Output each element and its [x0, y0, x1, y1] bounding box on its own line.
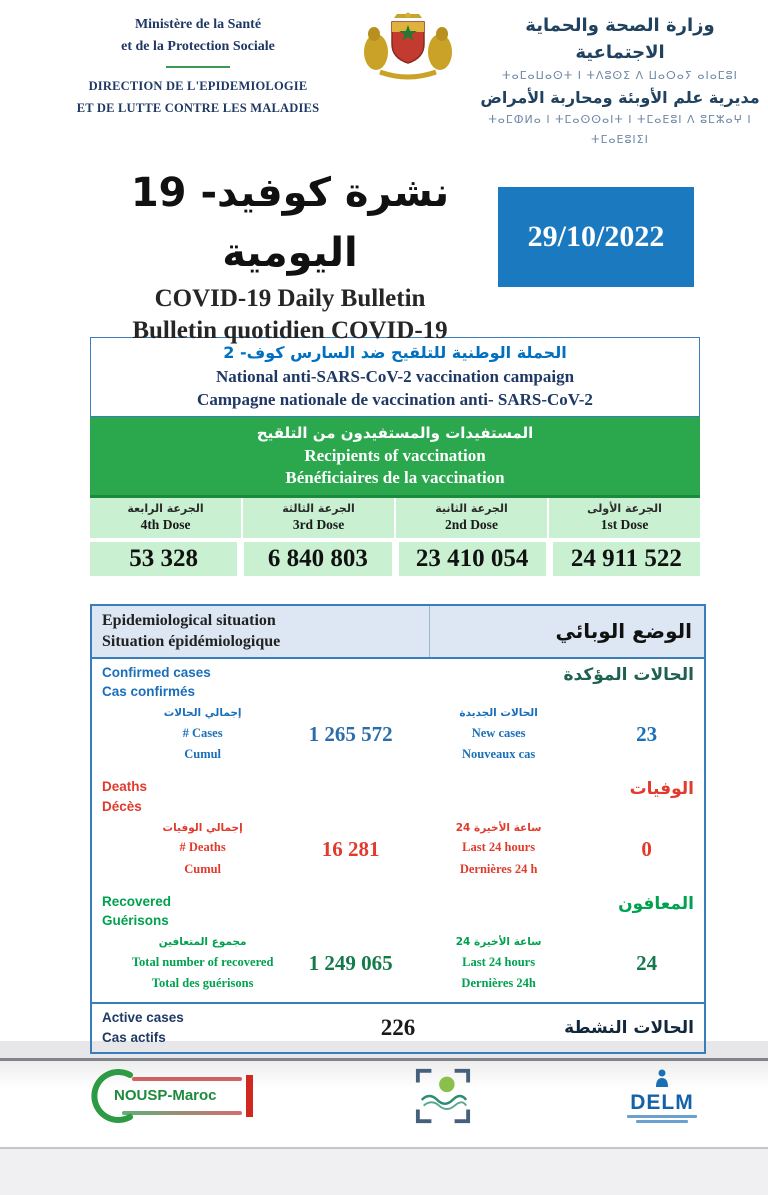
- deaths-title-row: [102, 777, 694, 816]
- dose-value-4th: 53 328: [90, 542, 237, 576]
- deaths-stats-row: [102, 819, 694, 880]
- nousp-small-text-bar: [132, 1077, 242, 1081]
- deaths-cumulative-stat: [102, 819, 398, 880]
- label-fr: Dernières 24 h: [459, 861, 538, 876]
- deaths-cumulative-value: 16 281: [321, 836, 380, 861]
- confirmed-cumulative-stat: [102, 704, 398, 765]
- confirmed-title-ar: الحالات المؤكدة: [563, 664, 694, 685]
- dose-label-ar: الجرعة الأولى: [587, 501, 662, 515]
- label-fr: Total des guérisons: [151, 976, 254, 991]
- document-header: [0, 0, 768, 149]
- active-cases-title: [102, 1008, 303, 1047]
- label-en: New cases: [471, 725, 526, 740]
- bulletin-title: [88, 163, 492, 346]
- label-en: # Cases: [182, 725, 223, 740]
- epidemiology-table: [90, 604, 706, 1054]
- ministry-name-fr-line2: et de la Protection Sociale: [121, 39, 275, 55]
- epi-header-fr: Situation épidémiologique: [102, 633, 281, 651]
- epidemiology-header-en-fr: [92, 606, 429, 657]
- delm-small-text-bar: [636, 1120, 688, 1123]
- dose-label-en: 2nd Dose: [445, 517, 498, 533]
- label-ar: الحالات الجديدة: [459, 707, 538, 719]
- label-fr: Dernières 24h: [461, 976, 536, 991]
- dose-header-4th: [90, 498, 241, 538]
- dose-header-row: [90, 495, 700, 538]
- label-en: Last 24 hours: [462, 840, 536, 855]
- bulletin-date: 29/10/2022: [527, 220, 665, 254]
- recovered-title-row: [102, 892, 694, 931]
- vaccination-section: [90, 337, 700, 575]
- bulletin-title-en: COVID-19 Daily Bulletin: [154, 285, 426, 313]
- label-ar: 24 ساعة الأخيرة: [455, 821, 542, 834]
- delm-label: DELM: [630, 1090, 694, 1114]
- recovered-last24-labels: [398, 933, 599, 994]
- deaths-cumulative-labels: [102, 819, 303, 880]
- recovered-last24-stat: [398, 933, 694, 994]
- recovered-title-ar: المعافون: [618, 893, 694, 914]
- active-cases-title-ar: الحالات النشطة: [564, 1017, 694, 1038]
- direction-name-line2: ET DE LUTTE CONTRE LES MALADIES: [76, 100, 320, 115]
- label-ar: إجمالي الحالات: [163, 707, 242, 719]
- confirmed-title-fr: Cas confirmés: [102, 684, 196, 700]
- bulletin-title-fr: Bulletin quotidien COVID-19: [132, 316, 448, 344]
- active-title-en: Active cases: [102, 1010, 184, 1026]
- dose-value-1st: 24 911 522: [553, 542, 700, 576]
- confirmed-cumulative-labels: [102, 704, 303, 765]
- ministry-logo: [403, 1067, 483, 1125]
- ministry-header-fr: [58, 10, 338, 149]
- recovered-stats-row: [102, 933, 694, 994]
- deaths-last24-labels: [398, 819, 599, 880]
- ministry-name-tifinagh: ⵜⴰⵎⴰⵡⴰⵙⵜ ⵏ ⵜⴷⵓⵙⵉ ⴷ ⵡⴰⵔⴰⵢ ⴰⵏⴰⵎⵓⵏ: [502, 69, 738, 82]
- label-en: Total number of recovered: [131, 954, 274, 969]
- confirmed-title-row: [102, 663, 694, 702]
- ministry-header-ar: [478, 10, 768, 149]
- recovered-section: [92, 888, 704, 1003]
- label-en: Last 24 hours: [462, 954, 536, 969]
- direction-name-ar: مديرية علم الأوبئة ومحاربة الأمراض: [480, 87, 760, 107]
- delm-logo: [620, 1069, 704, 1123]
- label-fr: Nouveaux cas: [461, 747, 536, 762]
- direction-name-tifinagh: ⵜⴰⵎⵀⵍⴰ ⵏ ⵜⵎⴰⵙⵙⴰⵏⵜ ⵏ ⵜⵎⴰⴹⵓⵏ ⴷ ⵓⵎⵣⴰⵖ ⵏ ⵜⵎⴰⴹⵓⵏⵉⵏ: [488, 112, 752, 146]
- bulletin-title-ar: نشرة كوفيد- 19 اليومية: [130, 170, 450, 277]
- dose-header-2nd: [394, 498, 547, 538]
- recipients-title-ar: المستفيدات والمستفيدون من التلقيح: [256, 424, 534, 443]
- dose-label-ar: الجرعة الثالثة: [282, 501, 355, 515]
- nousp-logo: [86, 1069, 266, 1123]
- confirmed-new-value: 23: [636, 722, 658, 747]
- confirmed-stats-row: [102, 704, 694, 765]
- confirmed-new-stat: [398, 704, 694, 765]
- epidemiology-header-row: [92, 606, 704, 659]
- confirmed-title: [102, 663, 211, 702]
- window-footer-strip: [0, 1149, 768, 1190]
- recovered-title-fr: Guérisons: [102, 913, 169, 929]
- recovered-last24-value: 24: [636, 951, 658, 976]
- date-box: [498, 187, 694, 287]
- campaign-title-ar: الحملة الوطنية للتلقيح ضد السارس كوف- 2: [223, 343, 567, 363]
- recovered-cumulative-value: 1 249 065: [308, 951, 393, 976]
- recipients-banner: [90, 417, 700, 495]
- recovered-title: [102, 892, 171, 931]
- header-divider: [166, 66, 230, 68]
- dose-label-en: 4th Dose: [140, 517, 191, 533]
- recipients-title-fr: Bénéficiaires de la vaccination: [285, 467, 505, 487]
- confirmed-cumulative-value: 1 265 572: [308, 722, 393, 747]
- epi-header-ar: الوضع الوبائي: [429, 606, 704, 657]
- label-ar: 24 ساعة الأخيرة: [455, 936, 542, 949]
- recovered-cumulative-stat: [102, 933, 398, 994]
- label-ar: إجمالي الوفيات: [162, 821, 243, 834]
- coat-of-arms-emblem: [338, 10, 478, 149]
- direction-name-line1: DIRECTION DE L'EPIDEMIOLOGIE: [88, 78, 308, 93]
- dose-label-en: 1st Dose: [600, 517, 649, 533]
- delm-small-text-bar: [627, 1115, 697, 1118]
- nousp-red-bar: [246, 1075, 253, 1117]
- footer-logos: [86, 1066, 704, 1126]
- vaccination-campaign-header: [90, 337, 700, 417]
- nousp-small-text-bar: [122, 1111, 242, 1115]
- dose-header-3rd: [241, 498, 394, 538]
- deaths-title-en: Deaths: [102, 779, 148, 795]
- deaths-last24-stat: [398, 819, 694, 880]
- confirmed-title-en: Confirmed cases: [102, 664, 211, 680]
- confirmed-cases-section: [92, 659, 704, 774]
- active-cases-row: [92, 1002, 704, 1051]
- dose-values-row: [90, 542, 700, 576]
- label-en: # Deaths: [179, 840, 226, 855]
- recovered-cumulative-labels: [102, 933, 303, 994]
- deaths-title: [102, 777, 147, 816]
- deaths-title-fr: Décès: [102, 798, 142, 814]
- deaths-last24-value: 0: [641, 836, 652, 861]
- ministry-name-fr-line1: Ministère de la Santé: [134, 17, 262, 32]
- campaign-title-en: National anti-SARS-CoV-2 vaccination campaign: [215, 367, 575, 387]
- epi-header-en: Epidemiological situation: [102, 611, 276, 629]
- dose-value-3rd: 6 840 803: [244, 542, 391, 576]
- dose-label-en: 3rd Dose: [292, 517, 345, 533]
- dose-value-2nd: 23 410 054: [399, 542, 546, 576]
- recovered-title-en: Recovered: [102, 893, 172, 909]
- confirmed-new-labels: [398, 704, 599, 765]
- active-title-fr: Cas actifs: [102, 1029, 166, 1045]
- deaths-section: [92, 773, 704, 888]
- active-cases-value: 226: [380, 1014, 416, 1040]
- title-block: [0, 163, 768, 344]
- dose-header-1st: [547, 498, 700, 538]
- dose-label-ar: الجرعة الثانية: [435, 501, 508, 515]
- ministry-name-ar: وزارة الصحة والحماية الاجتماعية: [525, 15, 715, 63]
- label-ar: مجموع المتعافين: [158, 936, 247, 949]
- campaign-title-fr: Campagne nationale de vaccination anti- SARS-CoV-2: [197, 390, 593, 410]
- label-fr: Cumul: [184, 861, 222, 876]
- health-ministry-logo-icon: [414, 1067, 472, 1125]
- recipients-title-en: Recipients of vaccination: [304, 445, 486, 465]
- nousp-label: NOUSP-Maroc: [114, 1086, 217, 1104]
- morocco-coat-of-arms-icon: [360, 12, 456, 80]
- delm-person-icon: [654, 1069, 670, 1087]
- dose-label-ar: الجرعة الرابعة: [127, 501, 204, 515]
- label-fr: Cumul: [184, 747, 222, 762]
- deaths-title-ar: الوفيات: [629, 779, 694, 800]
